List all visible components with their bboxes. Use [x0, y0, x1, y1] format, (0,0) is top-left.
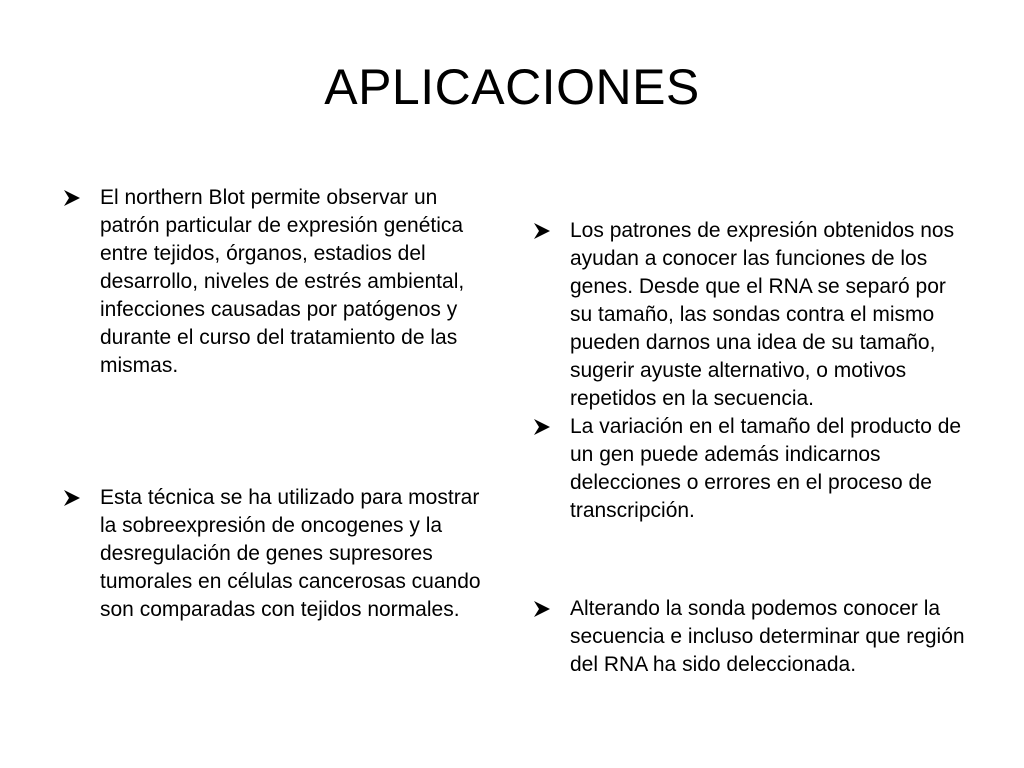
bullet-text: Los patrones de expresión obtenidos nos ayudan a conocer las funciones de los genes. Desde que el RNA se separó por su tamaño, las sondas contra el mismo pueden darnos una idea de su tamaño, sugerir ayuste alternativo, o motivos repetidos en la secuencia.: [570, 219, 955, 410]
arrowhead-bullet-icon: [532, 417, 552, 437]
arrowhead-bullet-icon: [62, 188, 82, 208]
right-column-third: [532, 595, 972, 679]
slide-title: APLICACIONES: [324, 59, 700, 115]
bullet-item: [532, 595, 972, 679]
left-column: [62, 184, 492, 380]
bullet-text: El northern Blot permite observar un patrón particular de expresión genética entre tejidos, órganos, estadios del desarrollo, niveles de estrés ambiental, infecciones causadas por patógenos y durante el curso del tratamiento de las mismas.: [100, 186, 465, 377]
arrowhead-bullet-icon: [532, 221, 552, 241]
bullet-item: [532, 413, 972, 525]
arrowhead-bullet-icon: [62, 488, 82, 508]
bullet-item: [532, 217, 972, 413]
bullet-item: [62, 184, 492, 380]
bullet-item: [62, 484, 492, 624]
arrowhead-bullet-icon: [532, 599, 552, 619]
bullet-text: La variación en el tamaño del producto de un gen puede además indicarnos delecciones o errores en el proceso de transcripción.: [570, 415, 962, 522]
bullet-text: Alterando la sonda podemos conocer la secuencia e incluso determinar que región del RNA ha sido deleccionada.: [570, 597, 965, 676]
right-column: [532, 217, 972, 525]
bullet-text: Esta técnica se ha utilizado para mostrar la sobreexpresión de oncogenes y la desregulación de genes supresores tumorales en células cancerosas cuando son comparadas con tejidos normales.: [100, 486, 481, 621]
left-column-second: [62, 484, 492, 624]
